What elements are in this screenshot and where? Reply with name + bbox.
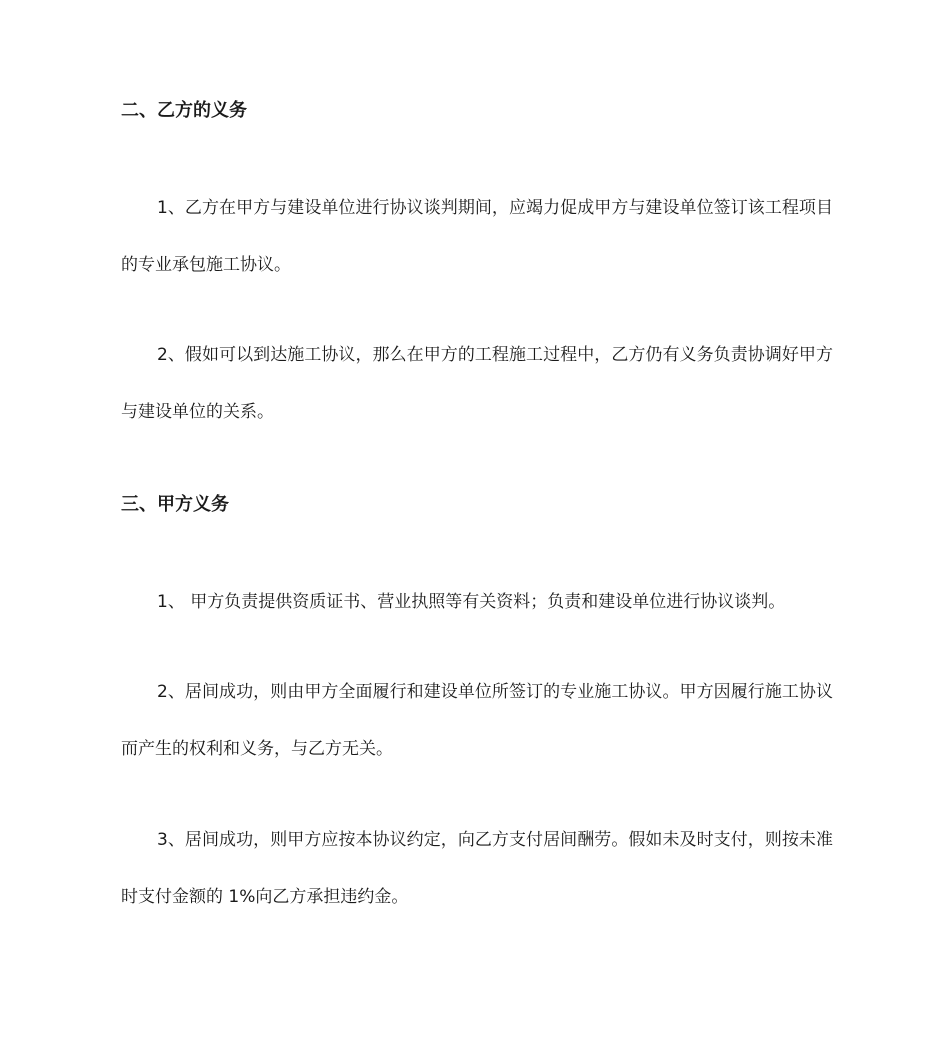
paragraph-jiafang-3: 3、居间成功，则甲方应按本协议约定，向乙方支付居间酬劳。假如未及时支付，则按未准时支付金额的 1%向乙方承担违约金。 <box>121 830 833 907</box>
section-heading-jiafang-obligations: 三、甲方义务 <box>121 494 229 515</box>
section-heading-yifang-obligations: 二、乙方的义务 <box>121 100 247 121</box>
paragraph-yifang-2: 2、假如可以到达施工协议，那么在甲方的工程施工过程中，乙方仍有义务负责协调好甲方与建设单位的关系。 <box>121 345 833 422</box>
paragraph-yifang-1: 1、乙方在甲方与建设单位进行协议谈判期间，应竭力促成甲方与建设单位签订该工程项目的专业承包施工协议。 <box>121 198 833 275</box>
paragraph-jiafang-1: 1、 甲方负责提供资质证书、营业执照等有关资料；负责和建设单位进行协议谈判。 <box>157 592 786 612</box>
paragraph-jiafang-2: 2、居间成功，则由甲方全面履行和建设单位所签订的专业施工协议。甲方因履行施工协议而产生的权利和义务，与乙方无关。 <box>121 682 833 759</box>
